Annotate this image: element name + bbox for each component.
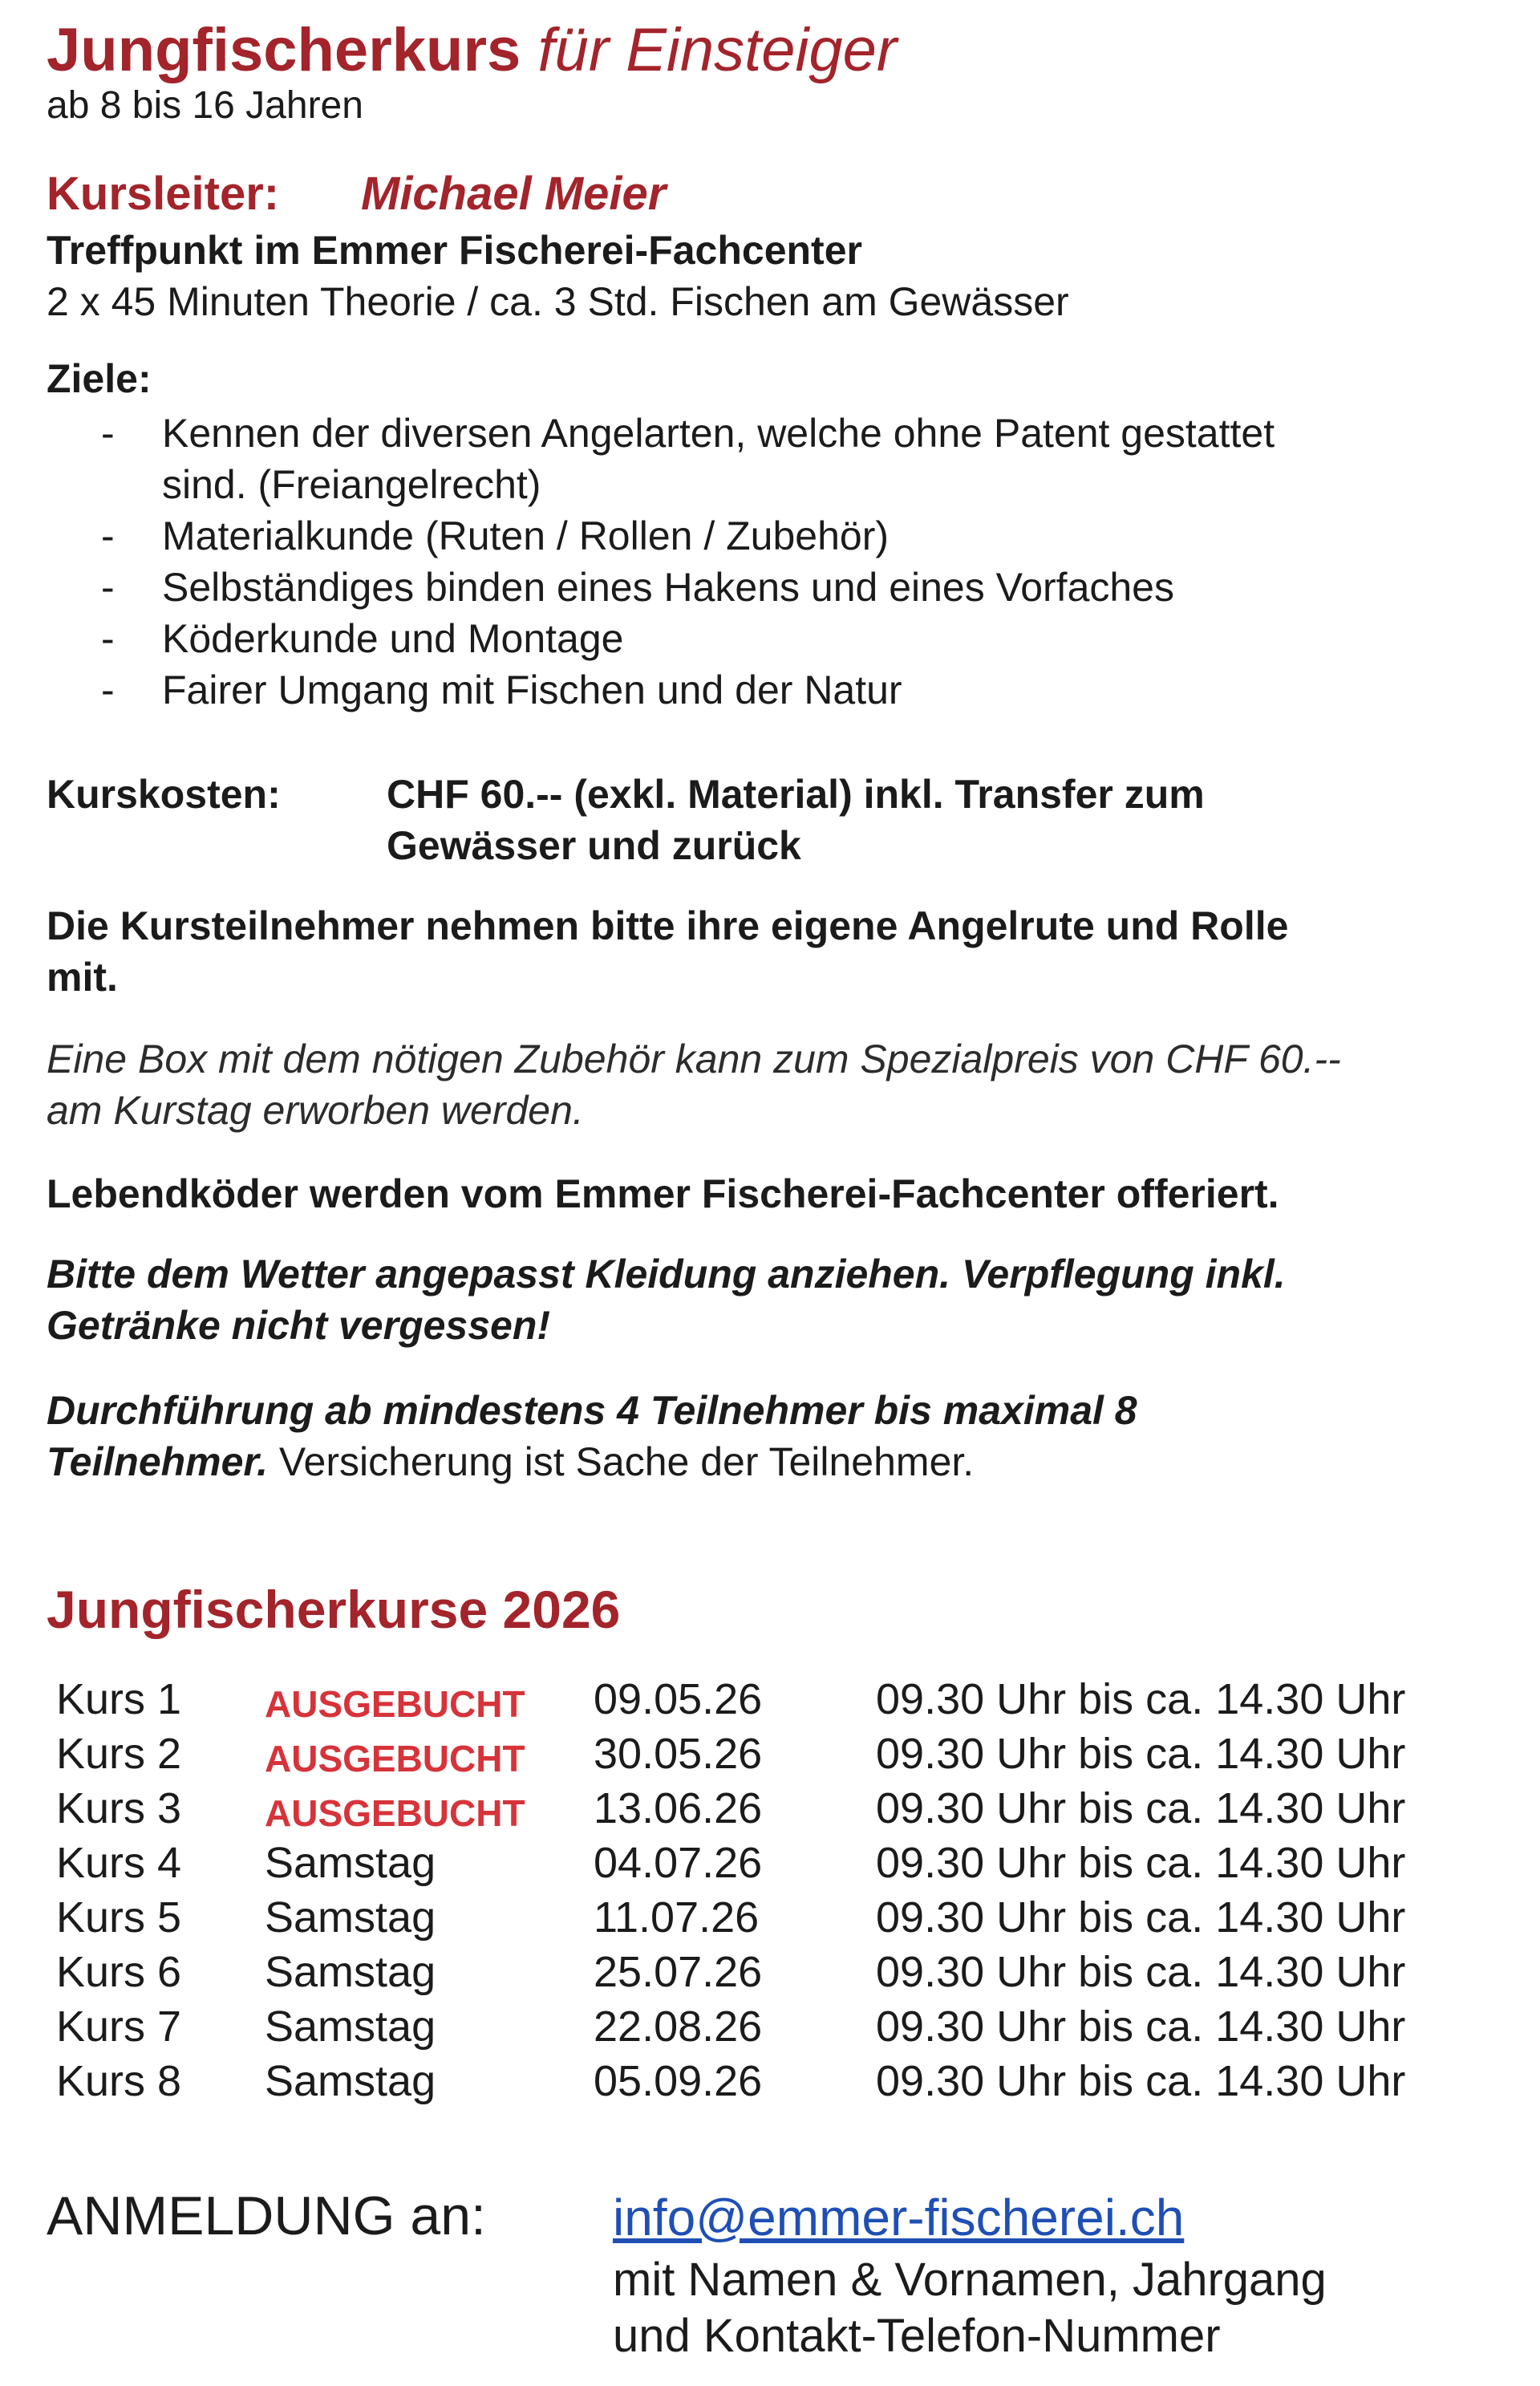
course-date: 30.05.26 [594,1730,763,1778]
participants-line-2-bold: Teilnehmer. [47,1439,269,1484]
goal-text: Selbständiges binden eines Hakens und eines Vorfaches [162,565,1174,610]
course-day: Samstag [265,2057,436,2105]
course-date: 13.06.26 [594,1784,763,1832]
course-row [0,1836,1540,1890]
booked-out-badge: AUSGEBUCHT [265,1792,525,1834]
course-row [0,1999,1540,2054]
duration: 2 x 45 Minuten Theorie / ca. 3 Std. Fischen am Gewässer [47,279,1069,324]
box-line-1: Eine Box mit dem nötigen Zubehör kann zum Spezialpreis von CHF 60.-- [47,1037,1341,1081]
course-number: Kurs 6 [56,1948,182,1996]
course-number: Kurs 3 [56,1784,182,1832]
goal-bullet: - [101,513,115,558]
course-time: 09.30 Uhr bis ca. 14.30 Uhr [876,1730,1406,1778]
goal-bullet: - [101,565,115,610]
registration-line-1: mit Namen & Vornamen, Jahrgang [613,2254,1327,2306]
title-italic: für Einsteiger [537,16,898,84]
goals-title: Ziele: [47,356,152,401]
course-date: 11.07.26 [594,1893,760,1942]
registration-email-link[interactable]: info@emmer-fischerei.ch [613,2189,1185,2246]
bait-note: Lebendköder werden vom Emmer Fischerei-Fachcenter offeriert. [47,1171,1279,1216]
course-day: Samstag [265,1948,436,1996]
course-number: Kurs 4 [56,1839,182,1887]
title-bold: Jungfischerkurs [47,16,521,84]
leader-label: Kursleiter: [47,168,280,220]
participants-note [47,1385,1490,1487]
goal-text: Kennen der diversen Angelarten, welche ohne Patent gestattet [162,411,1275,456]
goal-text: sind. (Freiangelrecht) [162,462,541,507]
course-row [0,1727,1540,1781]
box-note [47,1033,1490,1136]
equipment-note [47,900,1490,1003]
weather-line-2: Getränke nicht vergessen! [47,1303,551,1348]
participants-line-2-rest: Versicherung ist Sache der Teilnehmer. [268,1439,975,1484]
goal-bullet: - [101,668,115,712]
registration-label: ANMELDUNG an: [47,2185,486,2246]
course-day: Samstag [265,1839,436,1887]
costs-line-2: Gewässer und zurück [387,823,801,868]
costs-line-1: CHF 60.-- (exkl. Material) inkl. Transfer zum [387,772,1205,817]
booked-out-badge: AUSGEBUCHT [265,1683,525,1725]
courses-title: Jungfischerkurse 2026 [47,1580,621,1639]
course-time: 09.30 Uhr bis ca. 14.30 Uhr [876,1948,1406,1996]
leader-name: Michael Meier [361,168,667,220]
course-number: Kurs 1 [56,1675,182,1723]
weather-line-1: Bitte dem Wetter angepasst Kleidung anziehen. Verpflegung inkl. [47,1252,1286,1296]
weather-note [47,1248,1490,1351]
course-date: 05.09.26 [594,2057,763,2105]
goal-bullet: - [101,411,115,456]
course-day: Samstag [265,1893,436,1942]
course-time: 09.30 Uhr bis ca. 14.30 Uhr [876,1893,1406,1942]
course-number: Kurs 8 [56,2057,182,2105]
registration-line-2: und Kontakt-Telefon-Nummer [613,2310,1221,2362]
course-date: 25.07.26 [594,1948,763,1996]
booked-out-badge: AUSGEBUCHT [265,1738,525,1779]
goal-text: Fairer Umgang mit Fischen und der Natur [162,668,902,712]
course-date: 22.08.26 [594,2003,763,2051]
course-row [0,1945,1540,1999]
box-line-2: am Kurstag erworben werden. [47,1088,584,1133]
course-row [0,1781,1540,1836]
equipment-line-1: Die Kursteilnehmer nehmen bitte ihre eigene Angelrute und Rolle [47,903,1289,948]
course-date: 09.05.26 [594,1675,763,1723]
course-time: 09.30 Uhr bis ca. 14.30 Uhr [876,1839,1406,1887]
participants-line-2 [47,1436,1490,1487]
course-time: 09.30 Uhr bis ca. 14.30 Uhr [876,2003,1406,2051]
course-row [0,2054,1540,2108]
course-number: Kurs 2 [56,1730,182,1778]
page-title [47,14,897,87]
goal-text: Köderkunde und Montage [162,616,624,661]
course-row [0,1890,1540,1945]
course-number: Kurs 5 [56,1893,182,1942]
course-leader [47,165,667,223]
course-date: 04.07.26 [594,1839,763,1887]
course-time: 09.30 Uhr bis ca. 14.30 Uhr [876,2057,1406,2105]
meeting-point: Treffpunkt im Emmer Fischerei-Fachcenter [47,228,862,273]
equipment-line-2: mit. [47,955,118,1000]
course-number: Kurs 7 [56,2003,182,2051]
course-time: 09.30 Uhr bis ca. 14.30 Uhr [876,1784,1406,1832]
course-row [0,1672,1540,1727]
course-day: Samstag [265,2003,436,2051]
participants-line-1: Durchführung ab mindestens 4 Teilnehmer bis maximal 8 [47,1388,1137,1433]
costs-value [387,769,1413,871]
goal-text: Materialkunde (Ruten / Rollen / Zubehör) [162,513,890,558]
costs-label: Kurskosten: [47,772,281,817]
age-range: ab 8 bis 16 Jahren [47,84,363,127]
course-time: 09.30 Uhr bis ca. 14.30 Uhr [876,1675,1406,1723]
goal-bullet: - [101,616,115,661]
